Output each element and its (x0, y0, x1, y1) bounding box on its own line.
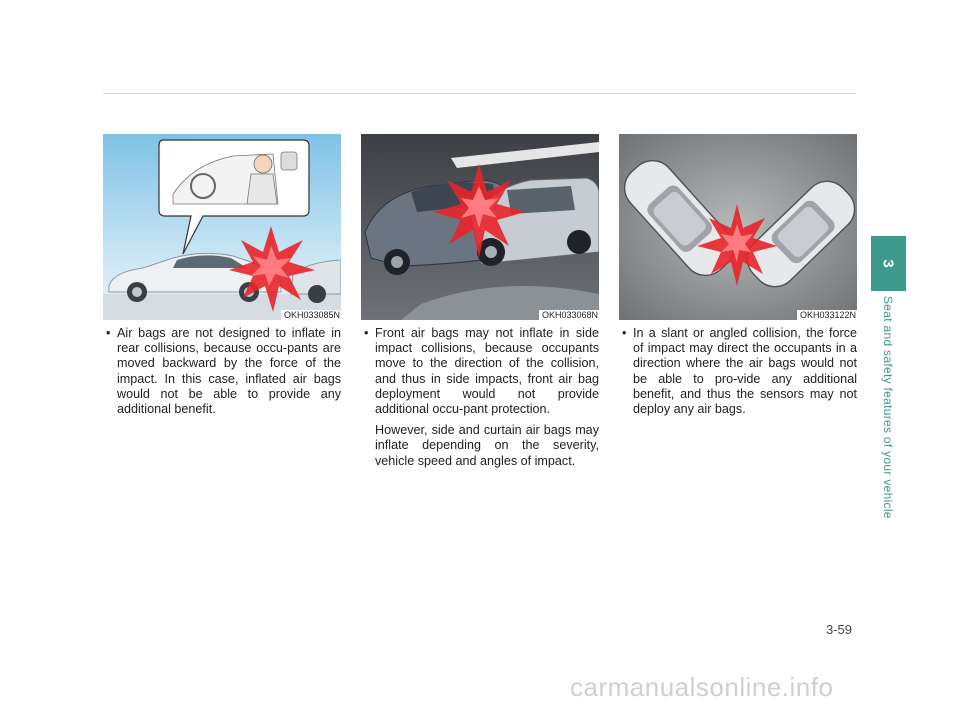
figure-rear-collision (103, 134, 341, 320)
bullet-glyph: • (106, 326, 111, 340)
figure-code: OKH033122N (797, 310, 857, 320)
column-side-impact (361, 134, 599, 469)
chapter-number: 3 (880, 259, 897, 268)
bullet-paragraph (361, 326, 599, 417)
figure-code: OKH033085N (281, 310, 341, 320)
column-angled-collision (619, 134, 857, 417)
rear-collision-illustration (103, 134, 341, 320)
figure-code: OKH033068N (539, 310, 599, 320)
paragraph-text: Front air bags may not inflate in side impact collisions, because occupants move to the direction of the collision, and thus in side impacts, front air bag deployment would not provide additional occu-pant protection. (375, 326, 599, 417)
page-number: 3-59 (826, 622, 853, 637)
top-rule (103, 93, 856, 94)
paragraph-text: In a slant or angled collision, the force of impact may direct the occupants in a direction where the air bags would not be able to pro-vide any additional benefit, and thus the sensors may not deploy any air bags. (633, 326, 857, 417)
angled-collision-illustration (619, 134, 857, 320)
bullet-paragraph (619, 326, 857, 417)
chapter-tab (871, 236, 906, 291)
bullet-glyph: • (364, 326, 369, 340)
side-impact-illustration (361, 134, 599, 320)
bullet-glyph: • (622, 326, 627, 340)
chapter-title: Seat and safety features of your vehicle (881, 296, 895, 519)
bullet-paragraph (103, 326, 341, 417)
figure-angled-collision (619, 134, 857, 320)
watermark: carmanualsonline.info (570, 672, 834, 702)
continuation-paragraph: However, side and curtain air bags may inflate depending on the severity, vehicle speed and angles of impact. (375, 423, 599, 468)
column-rear-collision (103, 134, 341, 417)
figure-side-impact (361, 134, 599, 320)
paragraph-text: Air bags are not designed to inflate in rear collisions, because occu-pants are moved backward by the force of the impact. In this case, inflated air bags would not be able to provide any additional benefit. (117, 326, 341, 417)
